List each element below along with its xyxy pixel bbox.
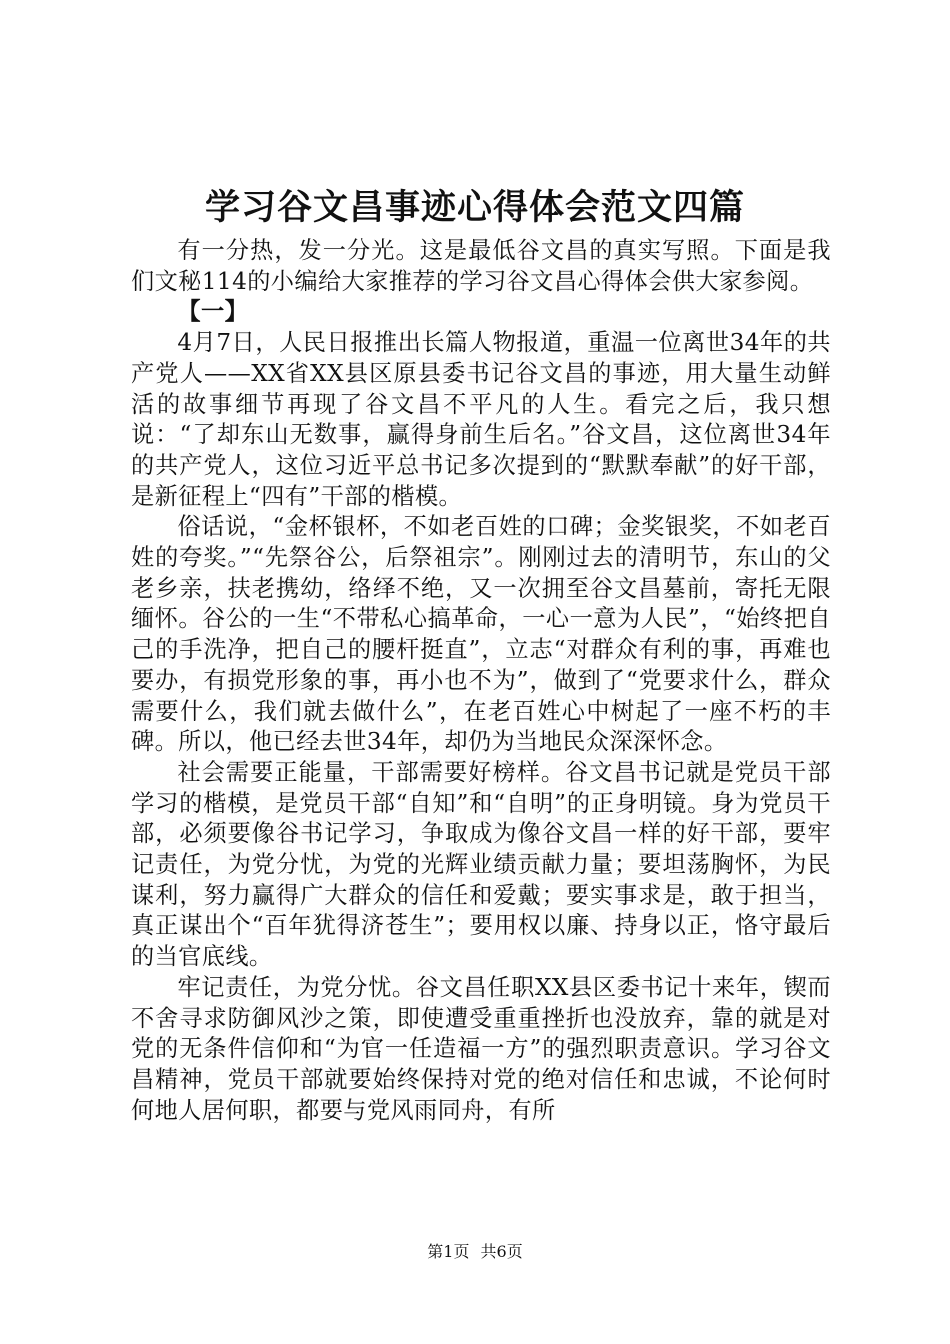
section-heading: 【一】 (177, 298, 249, 326)
body-paragraph: 社会需要正能量，干部需要好榜样。谷文昌书记就是党员干部学习的楷模，是党员干部“自知”和“自明”的正身明镜。身为党员干部，必须要像谷书记学习，争取成为像谷文昌一样的好干部，要牢记责任，为党分忧，为党的光辉业绩贡献力量；要坦荡胸怀，为民谋利，努力赢得广大群众的信任和爱戴；要实事求是，敢于担当，真正谋出个“百年犹得济苍生”；要用权以廉、持身以正，恪守最后的当官底线。 (131, 758, 831, 971)
body-paragraph: 牢记责任，为党分忧。谷文昌任职XX县区委书记十来年，锲而不舍寻求防御风沙之策，即使遭受重重挫折也没放弃，靠的就是对党的无条件信仰和“为官一任造福一方”的强烈职责意识。学习谷文昌精神，党员干部就要始终保持对党的绝对信任和忠诚，不论何时何地人居何职，都要与党风雨同舟，有所 (131, 973, 831, 1124)
intro-paragraph: 有一分热，发一分光。这是最低谷文昌的真实写照。下面是我们文秘114的小编给大家推荐的学习谷文昌心得体会供大家参阅。 (131, 237, 831, 295)
page-number: 第1页 (427, 1242, 470, 1261)
body-paragraph: 4月7日，人民日报推出长篇人物报道，重温一位离世34年的共产党人——XX省XX县区原县委书记谷文昌的事迹，用大量生动鲜活的故事细节再现了谷文昌不平凡的人生。看完之后，我只想说：“了却东山无数事，赢得身前生后名。”谷文昌，这位离世34年的共产党人，这位习近平总书记多次提到的“默默奉献”的好干部，是新征程上“四有”干部的楷模。 (131, 329, 831, 510)
document-title: 学习谷文昌事迹心得体会范文四篇 (204, 187, 745, 228)
page-footer (0, 1241, 950, 1263)
body-paragraph: 俗话说，“金杯银杯，不如老百姓的口碑；金奖银奖，不如老百姓的夸奖。”“先祭谷公，后祭祖宗”。刚刚过去的清明节，东山的父老乡亲，扶老携幼，络绎不绝，又一次拥至谷文昌墓前，寄托无限缅怀。谷公的一生“不带私心搞革命，一心一意为人民”，“始终把自己的手洗净，把自己的腰杆挺直”，立志“对群众有利的事，再难也要办，有损党形象的事，再小也不为”，做到了“党要求什么，群众需要什么，我们就去做什么”，在老百姓心中树起了一座不朽的丰碑。所以，他已经去世34年，却仍为当地民众深深怀念。 (131, 513, 831, 756)
page-total: 共6页 (480, 1242, 523, 1261)
document-body (131, 236, 831, 1126)
